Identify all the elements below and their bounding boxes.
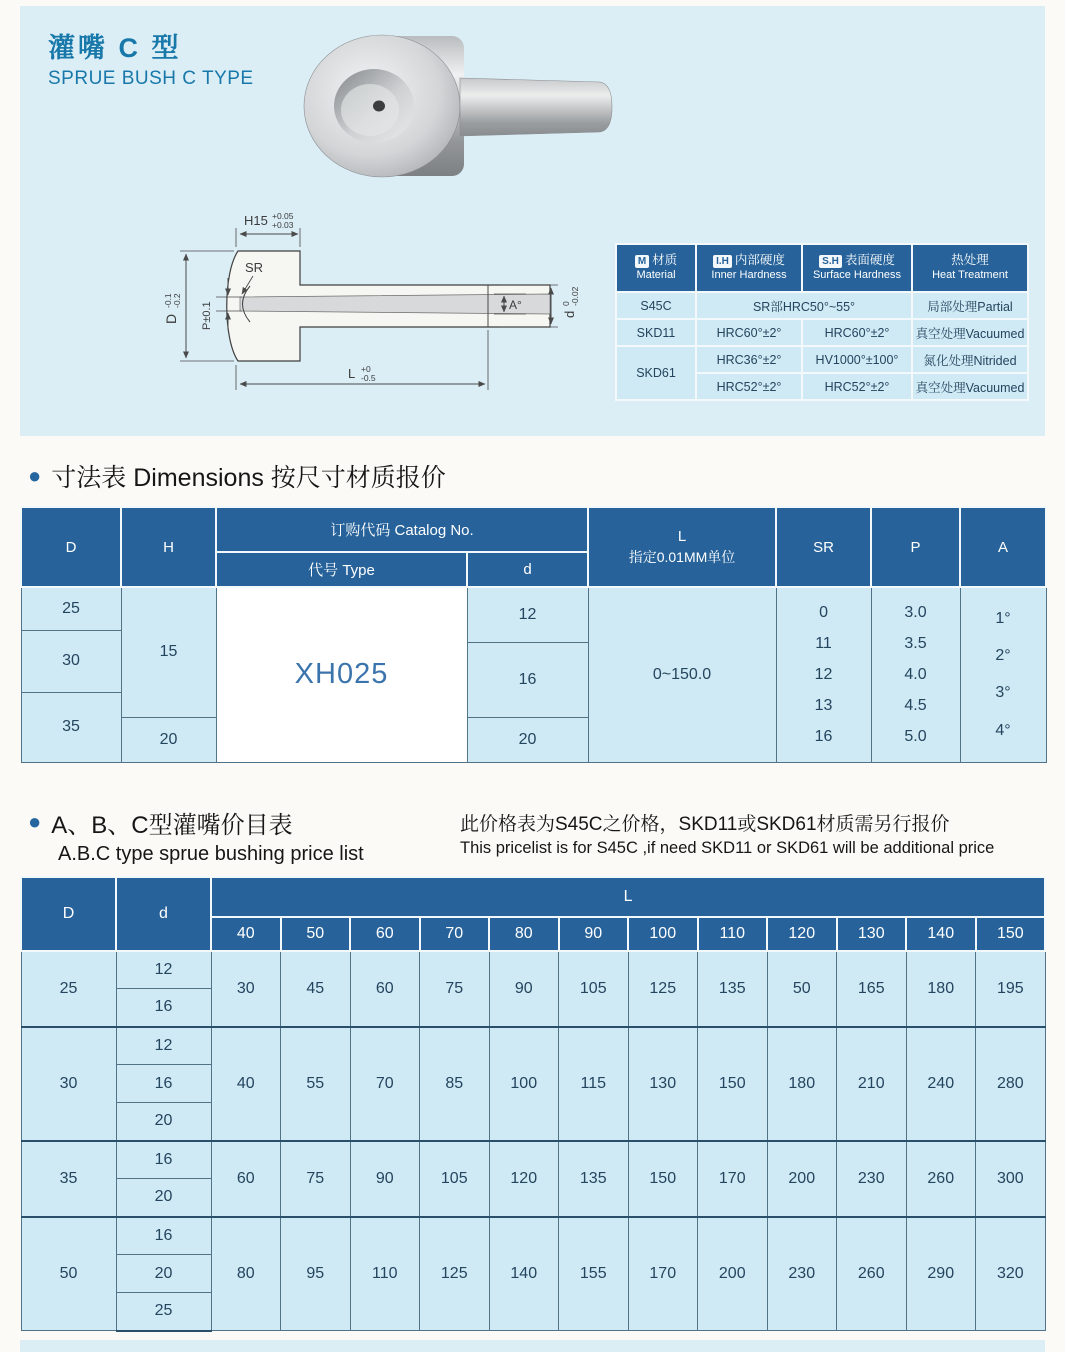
price-header-length: 80: [489, 917, 559, 951]
material-header-material-zh: 材质: [652, 253, 678, 268]
heat-cell: 真空处理Vacuumed: [912, 319, 1028, 346]
hardness-cell: HRC36°±2°: [696, 346, 802, 373]
price-value: 180: [767, 1027, 837, 1141]
material-table: [615, 243, 1029, 401]
dim-L-value: 0~150.0: [588, 587, 776, 762]
price-header-length: 120: [767, 917, 837, 951]
price-header-length: 140: [906, 917, 976, 951]
price-value: 180: [906, 951, 976, 1027]
dim-label-D-tol-bot: -0.2: [172, 293, 182, 308]
material-header-material: [616, 244, 696, 292]
price-value: 75: [281, 1141, 351, 1217]
price-value: 70: [350, 1027, 420, 1141]
price-value: 30: [211, 951, 281, 1027]
price-value: 115: [559, 1027, 629, 1141]
price-value: 90: [350, 1141, 420, 1217]
price-value: 320: [976, 1217, 1046, 1331]
bullet-icon: ●: [28, 809, 42, 834]
price-d-value: 12: [116, 1027, 211, 1065]
dim-P-value: 5.0: [904, 727, 927, 745]
material-row: [616, 292, 1028, 319]
dim-SR-value: 16: [814, 727, 833, 745]
price-header-length: 110: [698, 917, 768, 951]
price-header-length: 100: [628, 917, 698, 951]
price-value: 75: [420, 951, 490, 1027]
dim-P-value: 4.0: [904, 665, 927, 683]
dim-label-a: A°: [509, 298, 522, 312]
price-d-value: 20: [116, 1103, 211, 1141]
dim-label-D-tol-top: -0.1: [163, 293, 173, 308]
price-header-length: 90: [559, 917, 629, 951]
price-value: 155: [559, 1217, 629, 1331]
material-header-heat-zh: 热处理: [951, 253, 989, 268]
price-section-title-zh: A、B、C型灌嘴价目表: [51, 811, 293, 839]
price-header-D: D: [21, 877, 116, 951]
dim-type-value: XH025: [216, 587, 467, 762]
bottom-strip: [20, 1340, 1045, 1352]
price-value: 150: [628, 1141, 698, 1217]
dim-label-D: D: [163, 313, 179, 324]
price-value: 230: [837, 1141, 907, 1217]
material-cell: S45C: [616, 292, 696, 319]
price-value: 260: [837, 1217, 907, 1331]
material-header-inner-zh: 内部硬度: [734, 253, 785, 268]
dim-header-catalog: 订购代码 Catalog No.: [216, 507, 588, 552]
dim-header-H: H: [121, 507, 216, 587]
price-row: [21, 1217, 1045, 1255]
dim-P-list: [871, 587, 960, 762]
page-title: [48, 26, 254, 90]
dim-label-sr: SR: [245, 260, 264, 275]
price-D-value: 25: [21, 951, 116, 1027]
dim-label-d: d: [562, 310, 577, 318]
price-d-value: 16: [116, 1217, 211, 1255]
hardness-cell: SR部HRC50°~55°: [696, 292, 912, 319]
heat-cell: 真空处理Vacuumed: [912, 373, 1028, 400]
dim-header-P: P: [871, 507, 960, 587]
dim-D-value: 25: [21, 587, 121, 630]
hardness-cell: HV1000°±100°: [802, 346, 912, 373]
dim-label-D-group: [163, 293, 182, 324]
price-value: 100: [489, 1027, 559, 1141]
dim-header-L-line2: 指定0.01MM单位: [628, 548, 736, 565]
price-value: 90: [489, 951, 559, 1027]
price-value: 170: [628, 1217, 698, 1331]
dim-label-d-group: [561, 286, 580, 318]
price-value: 105: [559, 951, 629, 1027]
price-header-length: 50: [281, 917, 351, 951]
material-header-inner-en: Inner Hardness: [711, 268, 787, 281]
price-d-value: 16: [116, 989, 211, 1027]
price-row: [21, 951, 1045, 989]
price-value: 200: [767, 1141, 837, 1217]
dim-D-value: 35: [21, 692, 121, 762]
dim-label-d-tol-top: 0: [561, 301, 571, 306]
price-value: 120: [489, 1141, 559, 1217]
dim-SR-value: 12: [814, 665, 833, 683]
dim-label-h-tol-top: +0.05: [272, 211, 294, 221]
price-d-value: 20: [116, 1179, 211, 1217]
material-header-surface: [802, 244, 912, 292]
material-row: [616, 346, 1028, 373]
dim-P-value: 4.5: [904, 696, 927, 714]
dim-header-L-line1: L: [677, 527, 687, 545]
material-cell: SKD11: [616, 319, 696, 346]
price-section-title-en: A.B.C type sprue bushing price list: [58, 842, 364, 865]
material-badge-sh: S.H: [819, 255, 842, 268]
price-d-value: 25: [116, 1293, 211, 1331]
price-table: [20, 876, 1046, 1332]
dimensions-section-title: 寸法表 Dimensions 按尺寸材质报价: [51, 464, 446, 492]
price-d-value: 20: [116, 1255, 211, 1293]
price-D-value: 35: [21, 1141, 116, 1217]
dim-SR-value: 0: [819, 603, 828, 621]
price-value: 135: [698, 951, 768, 1027]
heat-cell: 局部处理Partial: [912, 292, 1028, 319]
material-header-inner: [696, 244, 802, 292]
material-badge-ih: I.H: [713, 255, 732, 268]
dim-SR-value: 13: [814, 696, 833, 714]
dim-header-A: A: [960, 507, 1046, 587]
price-value: 170: [698, 1141, 768, 1217]
dim-H-value: 20: [121, 717, 216, 762]
technical-drawing: [150, 194, 620, 409]
price-value: 290: [906, 1217, 976, 1331]
dim-header-type: 代号 Type: [216, 552, 467, 587]
dim-label-l: L: [348, 366, 356, 381]
price-value: 125: [628, 951, 698, 1027]
dim-label-l-tol-bot: -0.5: [361, 373, 376, 383]
material-header-surface-zh: 表面硬度: [844, 253, 895, 268]
price-value: 50: [767, 951, 837, 1027]
material-row: [616, 319, 1028, 346]
price-D-value: 50: [21, 1217, 116, 1331]
price-section-notes: [460, 805, 1045, 866]
price-value: 260: [906, 1141, 976, 1217]
dim-label-l-tol-top: +0: [361, 364, 371, 374]
dim-d-value: 12: [467, 587, 588, 642]
price-header-L: L: [211, 877, 1045, 917]
material-header-material-en: Material: [636, 268, 676, 281]
hardness-cell: HRC60°±2°: [696, 319, 802, 346]
dim-header-L: [588, 507, 776, 587]
price-value: 135: [559, 1141, 629, 1217]
product-photo: [282, 28, 622, 193]
dim-label-h-tol-bot: +0.03: [272, 220, 294, 230]
bullet-icon: ●: [28, 463, 42, 488]
material-header-surface-en: Surface Hardness: [812, 268, 902, 281]
price-header-length: 60: [350, 917, 420, 951]
hardness-cell: HRC60°±2°: [802, 319, 912, 346]
price-value: 210: [837, 1027, 907, 1141]
dim-header-d: d: [467, 552, 588, 587]
price-value: 60: [211, 1141, 281, 1217]
price-value: 300: [976, 1141, 1046, 1217]
dim-A-value: 3°: [995, 684, 1011, 702]
price-d-value: 16: [116, 1065, 211, 1103]
hardness-cell: HRC52°±2°: [696, 373, 802, 400]
price-value: 95: [281, 1217, 351, 1331]
price-value: 80: [211, 1217, 281, 1331]
page-title-zh: 灌嘴 C 型: [48, 33, 182, 63]
dimensions-table: [20, 506, 1047, 763]
material-header-heat-en: Heat Treatment: [932, 268, 1008, 281]
dim-P-value: 3.5: [904, 634, 927, 652]
dim-A-value: 4°: [995, 721, 1011, 739]
dim-header-SR: SR: [776, 507, 871, 587]
dim-D-value: 30: [21, 630, 121, 692]
dim-label-h: H15: [244, 213, 268, 228]
material-badge-m: M: [635, 255, 649, 268]
hardness-cell: HRC52°±2°: [802, 373, 912, 400]
price-value: 55: [281, 1027, 351, 1141]
price-value: 230: [767, 1217, 837, 1331]
photo-shaft: [460, 78, 612, 136]
price-header-length: 150: [976, 917, 1046, 951]
photo-center-hole: [373, 101, 385, 112]
dim-A-value: 1°: [995, 609, 1011, 627]
material-header-heat: [912, 244, 1028, 292]
price-value: 130: [628, 1027, 698, 1141]
price-value: 200: [698, 1217, 768, 1331]
price-value: 125: [420, 1217, 490, 1331]
dim-A-list: [960, 587, 1046, 762]
price-value: 280: [976, 1027, 1046, 1141]
dim-label-p: P±0.1: [201, 301, 213, 330]
price-value: 105: [420, 1141, 490, 1217]
dim-SR-value: 11: [815, 634, 832, 652]
price-value: 85: [420, 1027, 490, 1141]
dim-A-value: 2°: [995, 647, 1011, 665]
dim-label-d-tol-bot: -0.02: [570, 286, 580, 306]
price-value: 150: [698, 1027, 768, 1141]
price-value: 60: [350, 951, 420, 1027]
price-D-value: 30: [21, 1027, 116, 1141]
dim-d-value: 20: [467, 717, 588, 762]
price-d-value: 16: [116, 1141, 211, 1179]
price-note-zh: 此价格表为S45C之价格，SKD11或SKD61材质需另行报价: [460, 813, 950, 835]
price-section-heading: [20, 805, 1045, 866]
price-value: 110: [350, 1217, 420, 1331]
photo-dish-highlight: [341, 84, 399, 136]
price-row: [21, 1027, 1045, 1065]
page-title-en: SPRUE BUSH C TYPE: [48, 68, 254, 89]
heat-cell: 氮化处理Nitrided: [912, 346, 1028, 373]
dim-header-D: D: [21, 507, 121, 587]
price-section-titles: [28, 805, 460, 866]
price-value: 165: [837, 951, 907, 1027]
price-row: [21, 1141, 1045, 1179]
dim-d-value: 16: [467, 642, 588, 717]
price-header-length: 130: [837, 917, 907, 951]
price-value: 40: [211, 1027, 281, 1141]
price-value: 140: [489, 1217, 559, 1331]
price-value: 45: [281, 951, 351, 1027]
top-panel: [20, 6, 1045, 436]
price-header-length: 70: [420, 917, 490, 951]
price-header-length: 40: [211, 917, 281, 951]
price-note-en: This pricelist is for S45C ,if need SKD11 or SKD61 will be additional price: [460, 838, 995, 857]
dimensions-section-heading: [20, 458, 1045, 494]
price-value: 195: [976, 951, 1046, 1027]
material-cell: SKD61: [616, 346, 696, 400]
price-header-d: d: [116, 877, 211, 951]
dim-H-value: 15: [121, 587, 216, 717]
price-value: 240: [906, 1027, 976, 1141]
price-d-value: 12: [116, 951, 211, 989]
dim-P-value: 3.0: [904, 603, 927, 621]
dim-SR-list: [776, 587, 871, 762]
